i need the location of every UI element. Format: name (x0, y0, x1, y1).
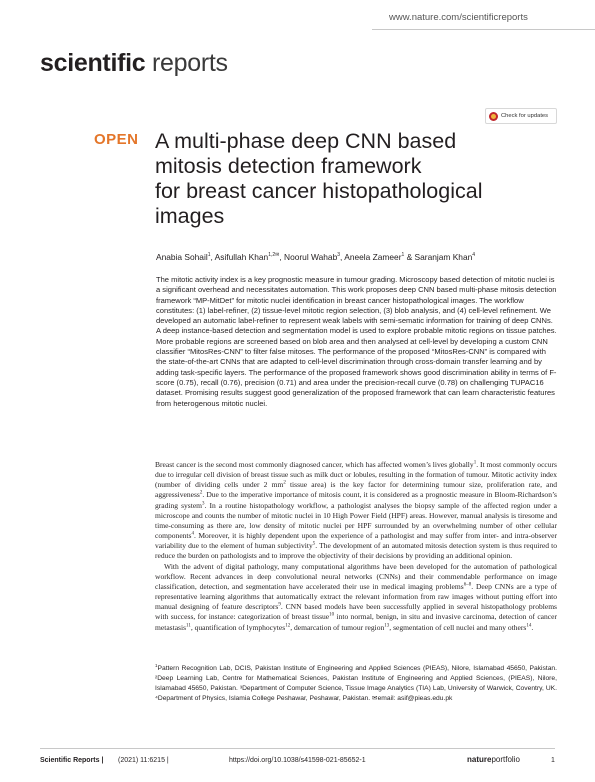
body-paragraph (155, 562, 557, 633)
author-list: Anabia Sohail$^1$, Asifullah Khan$^{1,2✉}$, Noorul Wahab$^3$, Aneela Zameer$^1$ & Saranjam Khan$^4$ (156, 252, 476, 262)
footer-journal: Scientific Reports | (40, 757, 104, 764)
body-text-run: With the advent of digital pathology, many computational algorithms have been developed for the automation of pathological workflow. Recent advances in deep convolutional neural networks (CNNs) and their commendable performance on image classification, detection, and segmentation have accelerated their use in medical imaging problems (155, 561, 557, 591)
body-text-run: . It most commonly occurs due to irregular cell division of breast tissue such as milk duct or lobules, resulting in the formation of tumour. Mitotic activity index (number of dividing cells under 2 mm (155, 460, 557, 490)
header-divider (372, 29, 595, 30)
footer-divider (40, 748, 555, 749)
body-text-run: , quantification of lymphocytes (190, 622, 286, 632)
citation-link[interactable]: 11 (186, 622, 191, 628)
author-name[interactable]: Noorul Wahab (284, 252, 338, 262)
title-line: A multi-phase deep CNN based (155, 129, 457, 153)
body-text-run: Breast cancer is the second most commonly diagnosed cancer, which has affected women’s lives globally (155, 460, 474, 469)
author-affiliation-sup: 3 (337, 252, 341, 259)
citation-link[interactable]: 9 (278, 602, 281, 608)
body-text-run: . CNN based models have been successfully applied in several histopathology problems with success, for instance: categorization of breast tissue (155, 602, 557, 622)
title-line: images (155, 204, 225, 228)
open-access-label: OPEN (94, 131, 139, 148)
check-for-updates-button[interactable] (485, 108, 557, 124)
affiliations-text: Pattern Recognition Lab, DCIS, Pakistan Institute of Engineering and Applied Sciences (PIEAS), Nilore, Islamabad 45650, Pakistan. ²Deep Learning Lab, Centre for Mathematical Sciences, Pakistan Institute of Engineering and Applied Sciences, (PIEAS), Nilore, Islamabad 45650, Pakistan. ³Department of Computer Science, Tissue Image Analytics (TIA) Lab, University of Warwick, Coventry, UK. ⁴Department of Physics, Islamia College Peshawar, Peshawar, Pakistan. ✉email: asif@pieas.edu.pk (155, 665, 557, 702)
crossmark-icon (489, 112, 498, 121)
journal-logo-light: reports (152, 49, 228, 77)
page-number: 1 (551, 757, 555, 764)
citation-link[interactable]: 2 (199, 490, 203, 496)
publisher-logo-light: portfolio (491, 755, 520, 764)
footer-doi-link[interactable]: https://doi.org/10.1038/s41598-021-85652-1 (229, 757, 366, 764)
citation-link[interactable]: 14 (526, 622, 532, 628)
citation-link[interactable]: 12 (285, 622, 291, 628)
citation-link[interactable]: 10 (329, 612, 335, 618)
author-name[interactable]: Anabia Sohail (156, 252, 208, 262)
footer-volume: (2021) 11:6215 | (118, 757, 169, 764)
publisher-logo-bold: nature (467, 755, 492, 764)
citation-link[interactable]: 6–8 (463, 582, 472, 588)
citation-link[interactable]: 1 (473, 460, 477, 466)
site-url-link[interactable]: www.nature.com/scientificreports (389, 12, 528, 23)
author-name[interactable]: Aneela Zameer (344, 252, 402, 262)
author-affiliation-sup: 1 (401, 252, 405, 259)
article-title (155, 129, 575, 229)
body-text-run: . Due to the imperative importance of mitosis count, it is considered as a prognostic measure in Bloom-Richardson’s grading system (155, 490, 557, 510)
body-text-run: . In a routine histopathology workflow, a pathologist analyses the biopsy sample of the affected region under a microscope and counts the number of mitotic nuclei in 10 High Power Field (HPF) areas. However, manual analysis is tiresome and time-consuming as there are, low density of mitotic nuclei per HPF surrounded by an overwhelming number of other cellular components (155, 500, 557, 541)
body-text-run: . The development of an automated mitosis detection system is thus required to reduce the burden on pathologists and to improve the objectivity of their decisions by providing an additional opinion. (155, 541, 557, 561)
check-for-updates-label: Check for updates (501, 113, 549, 119)
body-text-run: . Deep CNNs are a type of representative learning algorithms that automatically extract the relevant information from raw images without putting effort into manual designing of feature descriptors (155, 581, 557, 612)
author-affiliation-sup: 4 (472, 252, 476, 259)
body-text-run: , segmentation of cell nuclei and many others (389, 622, 527, 632)
body-text-run: tissue area) is the key factor for determining tumour size, proliferation rate, and aggressiveness (155, 480, 557, 500)
journal-logo[interactable] (40, 49, 228, 78)
body-paragraph (155, 460, 557, 562)
citation-link[interactable]: 2 (283, 480, 286, 486)
abstract: The mitotic activity index is a key prognostic measure in tumour grading. Microscopy based detection of mitotic nuclei is a significant overhead and necessitates automation. This work proposes deep CNN based multi-phase mitosis detection framework “MP-MitDet” for mitotic nuclei identification in breast cancer histopathological images. The workflow constitutes: (1) label-refiner, (2) tissue-level mitotic region selection, (3) blob analysis, and (4) cell-level refinement. We developed an automatic label-refiner to represent weak labels with semi-sematic information for training of deep CNNs. A deep instance-based detection and segmentation model is used to explore probable mitotic regions on tissue patches. More probable regions are screened based on blob area and then analysed at cell-level by developing a custom CNN classifier “MitosRes-CNN” to filter false mitoses. The performance of the proposed “MitosRes-CNN” is compared with the state-of-the-art CNNs that are adapted to cell-level discrimination through cross-domain transfer learning and by adding task-specific layers. The performance of the proposed framework shows good discrimination ability in terms of F-score (0.75), recall (0.76), precision (0.71) and area under the precision-recall curve (0.78) on challenging TUPAC16 dataset. Promising results suggest good generalization of the proposed framework that can learn characteristic features from heterogenous mitotic nuclei. (156, 275, 557, 408)
citation-link[interactable]: 4 (191, 531, 194, 537)
title-line: for breast cancer histopathological (155, 179, 483, 203)
publisher-logo (467, 755, 520, 764)
body-text-run: . (531, 622, 534, 632)
citation-link[interactable]: 13 (384, 622, 390, 628)
article-body (155, 460, 557, 633)
body-text-run: into normal, benign, in situ and invasive carcinoma, detection of cancer metastasis (155, 612, 557, 632)
title-line: mitosis detection framework (155, 154, 422, 178)
author-name[interactable]: Saranjam Khan (414, 252, 473, 262)
body-text-run: . Moreover, it is highly dependent upon the experience of a pathologist and may suffer from inter- and intra-observer variability due to the element of human subjectivity (155, 531, 557, 551)
author-name[interactable]: Asifullah Khan (214, 252, 269, 262)
affiliation-sup: 1 (155, 663, 158, 668)
author-affiliation-sup: 1,2✉ (268, 252, 280, 259)
affiliations (155, 661, 557, 704)
citation-link[interactable]: 5 (312, 541, 316, 547)
journal-logo-bold: scientific (40, 49, 146, 77)
body-text-run: , demarcation of tumour region (290, 622, 385, 632)
author-affiliation-sup: 1 (207, 252, 211, 259)
citation-link[interactable]: 3 (202, 501, 205, 507)
